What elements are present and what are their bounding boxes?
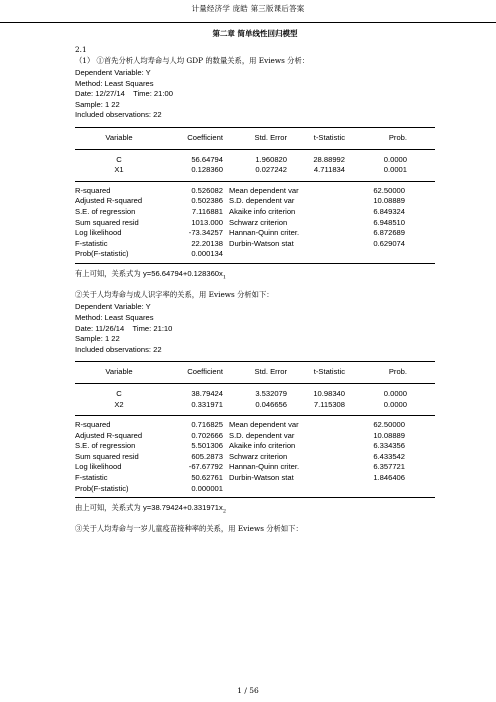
stat-name: Log likelihood: [75, 228, 122, 238]
table-row: [75, 165, 435, 176]
stat-row: [75, 186, 435, 197]
page-header: 计量经济学 庞皓 第三版课后答案: [0, 0, 496, 23]
stat-name: F-statistic: [75, 238, 108, 248]
stat-value: 0.629074: [373, 238, 405, 248]
stat-row: [75, 207, 435, 218]
cell: 7.115308: [313, 399, 345, 409]
stat-value: 0.716825: [191, 420, 223, 430]
stat-value: 605.2873: [191, 451, 223, 461]
cell: C: [116, 388, 122, 398]
stat-name: R-squared: [75, 420, 111, 430]
stat-row: [75, 484, 435, 495]
stat-name: Durbin-Watson stat: [229, 238, 294, 248]
stat-name: F-statistic: [75, 473, 108, 483]
stat-value: 0.502386: [191, 196, 223, 206]
stats-block: [75, 182, 435, 263]
stat-name: Sum squared resid: [75, 217, 139, 227]
meta-line: Method: Least Squares: [75, 78, 154, 88]
stat-value: [369, 484, 405, 495]
stat-name: Mean dependent var: [229, 185, 299, 195]
page-number: 1 / 56: [237, 686, 259, 695]
conclusion-prefix: 由上可知，关系式为: [75, 503, 143, 513]
stat-value: 0.000001: [191, 483, 223, 493]
stat-name: S.E. of regression: [75, 441, 136, 451]
stat-row: [75, 249, 435, 260]
stat-row: [75, 452, 435, 463]
stat-row: [75, 228, 435, 239]
stat-name: Durbin-Watson stat: [229, 473, 294, 483]
cell: X2: [114, 399, 124, 409]
col-header: t-Statistic: [313, 367, 345, 377]
stat-name: S.D. dependent var: [229, 196, 295, 206]
meta-line: Included observations: 22: [75, 110, 162, 120]
stat-name: R-squared: [75, 185, 111, 195]
stat-value: 62.50000: [373, 185, 405, 195]
stat-row: [75, 441, 435, 452]
meta-line: Dependent Variable: Y: [75, 302, 151, 312]
regression-equation: y=38.79424+0.331971x: [143, 503, 223, 513]
stat-value: [369, 249, 405, 260]
stat-value: 10.08889: [373, 196, 405, 206]
col-header: Std. Error: [254, 367, 287, 377]
cell: 0.0001: [383, 165, 407, 175]
stat-row: [75, 239, 435, 250]
table-row: [75, 400, 435, 411]
stat-row: [75, 218, 435, 229]
meta-line: Dependent Variable: Y: [75, 68, 151, 77]
table-rule: [75, 263, 435, 264]
stat-value: 5.501306: [191, 441, 223, 451]
stat-value: 6.872689: [373, 228, 405, 238]
table-header-row: [75, 362, 435, 383]
cell: 0.027242: [255, 165, 287, 175]
chapter-title: 第二章 简单线性回归模型: [212, 29, 298, 38]
stat-name: Hannan-Quinn criter.: [229, 462, 300, 472]
cell: 28.88992: [313, 154, 345, 164]
cell: 0.0000: [383, 388, 407, 398]
stat-row: [75, 462, 435, 473]
regression-table-1: [75, 127, 435, 264]
cell: 56.64794: [191, 154, 223, 164]
stat-name: Prob(F-statistic): [75, 249, 129, 259]
stat-value: 6.948510: [373, 217, 405, 227]
part2-conclusion: [75, 503, 435, 517]
regression-equation: y=56.64794+0.128360x: [143, 268, 223, 278]
section-number: 2.1: [75, 45, 87, 54]
meta-line: Date: 11/26/14 Time: 21:10: [75, 323, 173, 333]
col-header: Variable: [105, 367, 133, 377]
cell: 0.0000: [383, 154, 407, 164]
stats-block: [75, 416, 435, 497]
stat-value: -67.67792: [188, 462, 223, 472]
stat-name: [223, 484, 369, 495]
table-rule: [75, 497, 435, 498]
cell: 0.0000: [383, 399, 407, 409]
stat-name: [223, 249, 369, 260]
coefficient-block: [75, 384, 435, 415]
cell: C: [116, 154, 122, 164]
stat-value: 22.20138: [191, 238, 223, 248]
col-header: Std. Error: [254, 132, 287, 142]
stat-value: 6.357721: [373, 462, 405, 472]
stat-name: Akaike info criterion: [229, 206, 296, 216]
col-header: Coefficient: [187, 132, 223, 142]
meta-line: Sample: 1 22: [75, 334, 120, 344]
document-body: [75, 28, 435, 535]
coefficient-block: [75, 150, 435, 181]
stat-value: 6.849324: [373, 206, 405, 216]
stat-name: Adjusted R-squared: [75, 430, 143, 440]
stat-value: 6.334356: [373, 441, 405, 451]
cell: 0.046656: [255, 399, 287, 409]
cell: 4.711834: [313, 165, 345, 175]
stat-value: 0.000134: [191, 249, 223, 259]
part1-conclusion: [75, 269, 435, 283]
meta-line: Date: 12/27/14 Time: 21:00: [75, 89, 173, 99]
equation-subscript: 1: [222, 274, 226, 281]
cell: 1.960820: [255, 154, 287, 164]
stat-value: -73.34257: [188, 228, 223, 238]
stat-value: 7.116881: [191, 206, 223, 216]
part2-meta: [75, 302, 435, 355]
stat-row: [75, 420, 435, 431]
stat-name: Hannan-Quinn criter.: [229, 228, 300, 238]
stat-name: Schwarz criterion: [229, 451, 288, 461]
col-header: Prob.: [388, 367, 407, 377]
stat-row: [75, 431, 435, 442]
stat-name: S.D. dependent var: [229, 430, 295, 440]
stat-row: [75, 196, 435, 207]
col-header: Coefficient: [187, 367, 223, 377]
stat-name: Prob(F-statistic): [75, 483, 129, 493]
stat-value: 1013.000: [191, 217, 223, 227]
col-header: Prob.: [388, 132, 407, 142]
stat-name: S.E. of regression: [75, 206, 136, 216]
cell: 38.79424: [191, 388, 223, 398]
col-header: t-Statistic: [313, 132, 345, 142]
table-row: [75, 155, 435, 166]
stat-value: 10.08889: [373, 430, 405, 440]
stat-value: 62.50000: [373, 420, 405, 430]
conclusion-prefix: 有上可知，关系式为: [75, 268, 143, 278]
cell: 3.532079: [255, 388, 287, 398]
stat-value: 0.526082: [191, 185, 223, 195]
stat-name: Schwarz criterion: [229, 217, 288, 227]
stat-value: 6.433542: [373, 451, 405, 461]
part1-intro: （1） ①首先分析人均寿命与人均 GDP 的数量关系，用 Eviews 分析：: [75, 55, 310, 65]
stat-name: Mean dependent var: [229, 420, 299, 430]
stat-row: [75, 473, 435, 484]
part1-meta: [75, 68, 435, 121]
cell: 10.98340: [313, 388, 345, 398]
stat-value: 1.846406: [373, 473, 405, 483]
part3-intro: ③关于人均寿命与一岁儿童疫苗接种率的关系，用 Eviews 分析如下：: [75, 524, 303, 534]
meta-line: Sample: 1 22: [75, 99, 120, 109]
cell: 0.128360: [191, 165, 223, 175]
stat-name: Akaike info criterion: [229, 441, 296, 451]
table-header-row: [75, 128, 435, 149]
meta-line: Method: Least Squares: [75, 312, 154, 322]
stat-value: 0.702666: [191, 430, 223, 440]
meta-line: Included observations: 22: [75, 344, 162, 354]
equation-subscript: 2: [222, 508, 226, 515]
part2-intro: ②关于人均寿命与成人识字率的关系，用 Eviews 分析如下：: [75, 289, 274, 299]
stat-name: Log likelihood: [75, 462, 122, 472]
cell: 0.331971: [191, 399, 223, 409]
stat-name: Sum squared resid: [75, 451, 139, 461]
stat-value: 50.62761: [191, 473, 223, 483]
regression-table-2: [75, 361, 435, 498]
col-header: Variable: [105, 132, 133, 142]
stat-name: Adjusted R-squared: [75, 196, 143, 206]
table-row: [75, 389, 435, 400]
cell: X1: [114, 165, 124, 175]
